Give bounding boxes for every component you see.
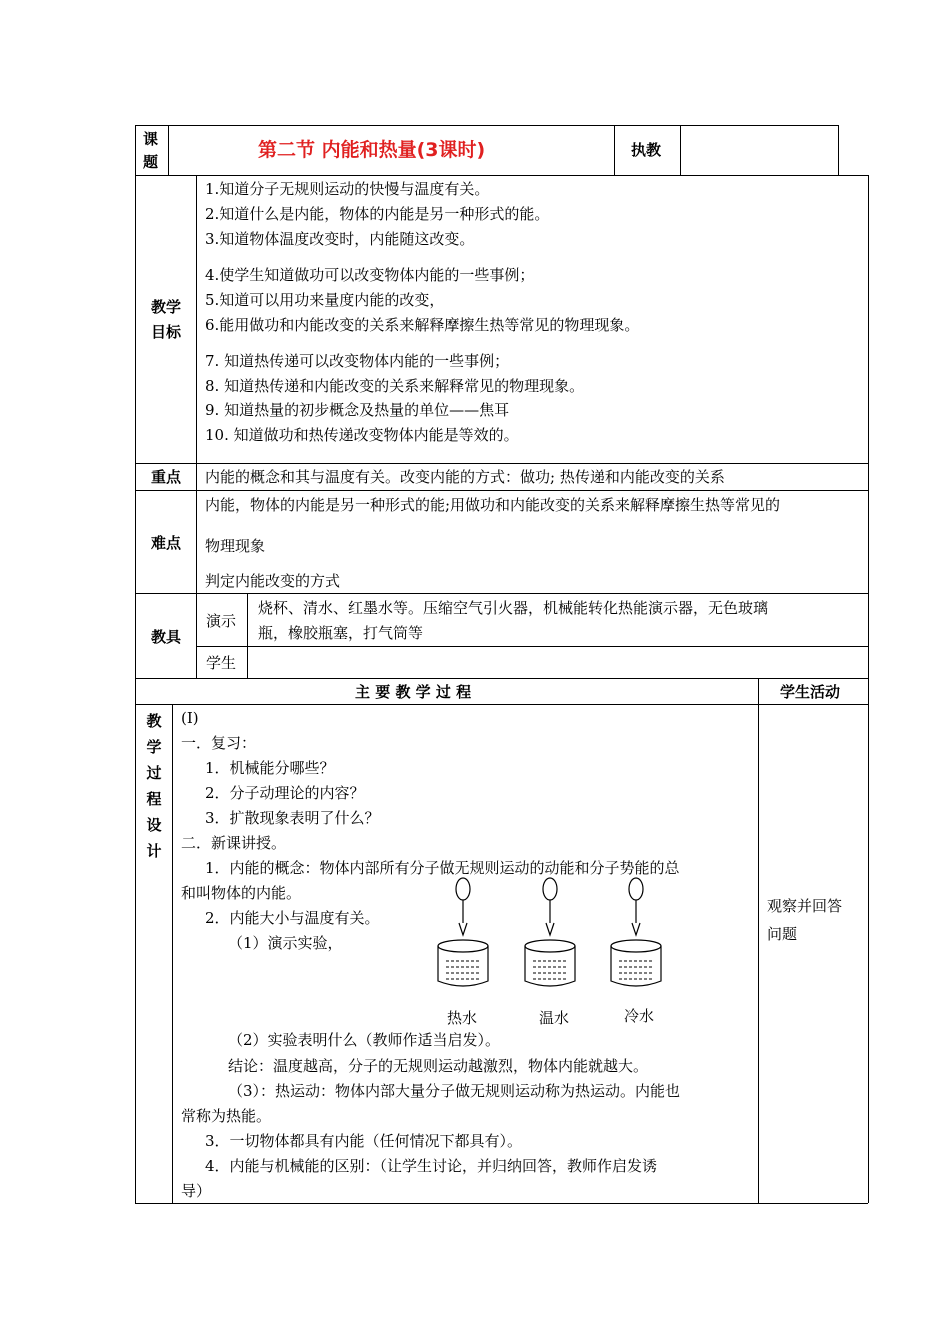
process-line: 1．机械能分哪些？	[205, 759, 335, 777]
goal-item: 9. 知道热量的初步概念及热量的单位——焦耳	[205, 401, 510, 419]
process-line: 2．内能大小与温度有关。	[205, 909, 380, 927]
process-line: （2）实验表明什么（教师作适当启发）。	[228, 1031, 501, 1049]
demo-label: 演示	[206, 612, 237, 630]
goal-item: 2.知道什么是内能，物体的内能是另一种形式的能。	[205, 205, 550, 223]
difficulties-line: 判定内能改变的方式	[205, 572, 341, 590]
difficulties-label: 难点	[151, 534, 182, 552]
lesson-title: 第二节 内能和热量(3课时)	[258, 139, 486, 161]
difficulties-line: 内能，物体的内能是另一种形式的能;用做功和内能改变的关系来解释摩擦生热等常见的	[205, 496, 781, 514]
side-char: 设	[146, 816, 162, 834]
beaker-warm	[525, 878, 575, 986]
equipment-label: 教具	[151, 628, 182, 646]
goal-item: 10. 知道做功和热传递改变物体内能是等效的。	[205, 426, 519, 444]
process-line: (I)	[181, 709, 199, 727]
goal-item: 8. 知道热传递和内能改变的关系来解释常见的物理现象。	[205, 377, 585, 395]
beaker-label-hot: 热水	[447, 1009, 478, 1027]
goals-label-2: 目标	[151, 323, 182, 341]
goal-item: 4.使学生知道做功可以改变物体内能的一些事例；	[205, 266, 535, 284]
demo-equipment: 瓶，橡胶瓶塞，打气筒等	[258, 624, 424, 642]
side-char: 程	[146, 790, 162, 808]
process-line: 3．扩散现象表明了什么？	[205, 809, 380, 827]
side-char: 学	[146, 738, 162, 756]
side-char: 计	[146, 842, 162, 860]
process-line: （1）演示实验，	[228, 934, 343, 952]
process-header: 主 要 教 学 过 程	[355, 683, 472, 701]
beaker-hot	[438, 878, 488, 986]
student-activity: 问题	[767, 925, 798, 943]
process-line: 导）	[181, 1182, 212, 1200]
key-points-text: 内能的概念和其与温度有关。改变内能的方式：做功; 热传递和内能改变的关系	[205, 468, 725, 486]
process-line: 一．复习：	[181, 734, 257, 752]
goal-item: 5.知道可以用功来量度内能的改变，	[205, 291, 445, 309]
process-line: 结论：温度越高，分子的无规则运动越激烈，物体内能就越大。	[228, 1057, 649, 1075]
goal-item: 7. 知道热传递可以改变物体内能的一些事例；	[205, 352, 510, 370]
demo-equipment: 烧杯、清水、红墨水等。压缩空气引火器，机械能转化热能演示器，无色玻璃	[258, 599, 769, 617]
side-char: 教	[146, 712, 162, 730]
goal-item: 3.知道物体温度改变时，内能随这改变。	[205, 230, 475, 248]
beaker-label-warm: 温水	[539, 1009, 570, 1027]
process-line: 1．内能的概念：物体内部所有分子做无规则运动的动能和分子势能的总	[205, 859, 680, 877]
activity-header: 学生活动	[780, 683, 841, 701]
goals-label-1: 教学	[151, 298, 182, 316]
teacher-label: 执教	[631, 141, 662, 159]
process-line: （3）：热运动：物体内部大量分子做无规则运动称为热运动。内能也	[228, 1082, 681, 1100]
beaker-cold	[611, 878, 661, 986]
beaker-label-cold: 冷水	[624, 1007, 655, 1025]
student-label: 学生	[206, 654, 237, 672]
process-line: 常称为热能。	[181, 1107, 272, 1125]
process-line: 二．新课讲授。	[181, 834, 287, 852]
goal-item: 6.能用做功和内能改变的关系来解释摩擦生热等常见的物理现象。	[205, 316, 640, 334]
course-label-2: 题	[143, 153, 159, 171]
process-line: 4．内能与机械能的区别：（让学生讨论，并归纳回答，教师作启发诱	[205, 1157, 658, 1175]
side-char: 过	[146, 764, 162, 782]
process-line: 3．一切物体都具有内能（任何情况下都具有）。	[205, 1132, 523, 1150]
course-label-1: 课	[143, 130, 159, 148]
difficulties-line: 物理现象	[205, 537, 266, 555]
process-line: 2．分子动理论的内容？	[205, 784, 365, 802]
key-points-label: 重点	[151, 468, 182, 486]
process-line: 和叫物体的内能。	[181, 884, 302, 902]
student-activity: 观察并回答	[767, 897, 843, 915]
beaker-diagram	[430, 875, 680, 995]
goal-item: 1.知道分子无规则运动的快慢与温度有关。	[205, 180, 490, 198]
